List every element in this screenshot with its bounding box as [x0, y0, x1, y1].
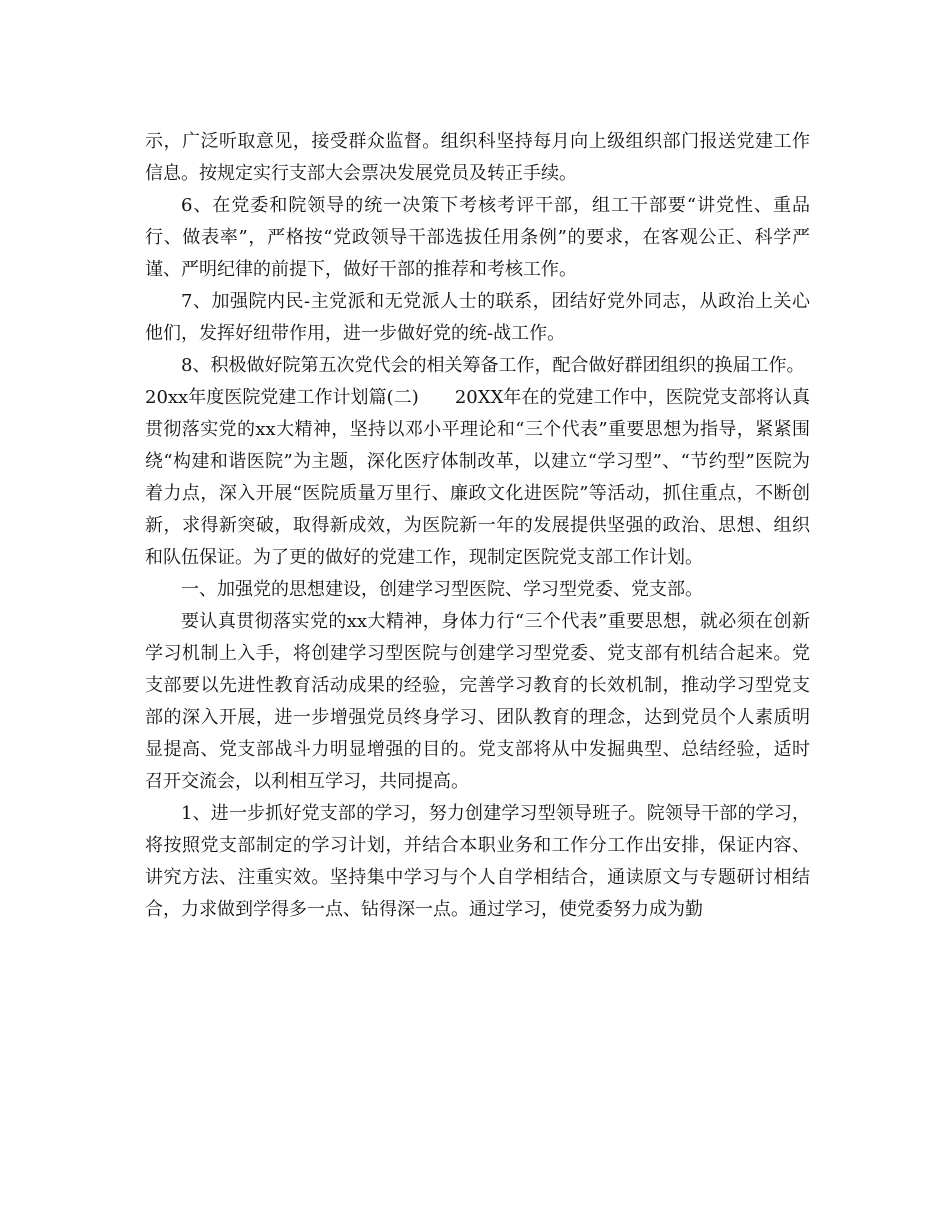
paragraph-4: 8、积极做好院第五次党代会的相关筹备工作，配合做好群团组织的换届工作。 — [181, 355, 805, 376]
paragraph-2: 6、在党委和院领导的统一决策下考核考评干部，组工干部要“讲党性、重品行、做表率”，严格按“党政领导干部选拔任用条例”的要求，在客观公正、科学严谨、严明纪律的前提下，做好干部的推荐和考核工作。 — [145, 195, 810, 280]
paragraph-5: 20xx年度医院党建工作计划篇(二) 20XX年在的党建工作中，医院党支部将认真贯彻落实党的xx大精神，坚持以邓小平理论和“三个代表”重要思想为指导，紧紧围绕“构建和谐医院”为主题，深化医疗体制改革，以建立“学习型”、“节约型”医院为着力点，深入开展“医院质量万里行、廉政文化进医院”等活动，抓住重点，不断创新，求得新突破，取得新成效，为医院新一年的发展提供坚强的政治、思想、组织和队伍保证。为了更的做好的党建工作，现制定医院党支部工作计划。 — [145, 387, 810, 568]
paragraph-3: 7、加强院内民-主党派和无党派人士的联系，团结好党外同志，从政治上关心他们，发挥好纽带作用，进一步做好党的统-战工作。 — [145, 291, 810, 344]
paragraph-6: 一、加强党的思想建设，创建学习型医院、学习型党委、党支部。 — [181, 579, 703, 600]
paragraph-1: 示，广泛听取意见，接受群众监督。组织科坚持每月向上级组织部门报送党建工作信息。按规定实行支部大会票决发展党员及转正手续。 — [145, 131, 810, 184]
paragraph-7: 要认真贯彻落实党的xx大精神，身体力行“三个代表”重要思想，就必须在创新学习机制上入手，将创建学习型医院与创建学习型党委、党支部有机结合起来。党支部要以先进性教育活动成果的经验，完善学习教育的长效机制，推动学习型党支部的深入开展，进一步增强党员终身学习、团队教育的理念，达到党员个人素质明显提高、党支部战斗力明显增强的目的。党支部将从中发掘典型、总结经验，适时召开交流会，以利相互学习，共同提高。 — [145, 611, 810, 792]
paragraph-8: 1、进一步抓好党支部的学习，努力创建学习型领导班子。院领导干部的学习，将按照党支部制定的学习计划，并结合本职业务和工作分工作出安排，保证内容、讲究方法、注重实效。坚持集中学习与个人自学相结合，通读原文与专题研讨相结合，力求做到学得多一点、钻得深一点。通过学习，使党委努力成为勤 — [145, 803, 810, 920]
document-body — [145, 126, 810, 926]
